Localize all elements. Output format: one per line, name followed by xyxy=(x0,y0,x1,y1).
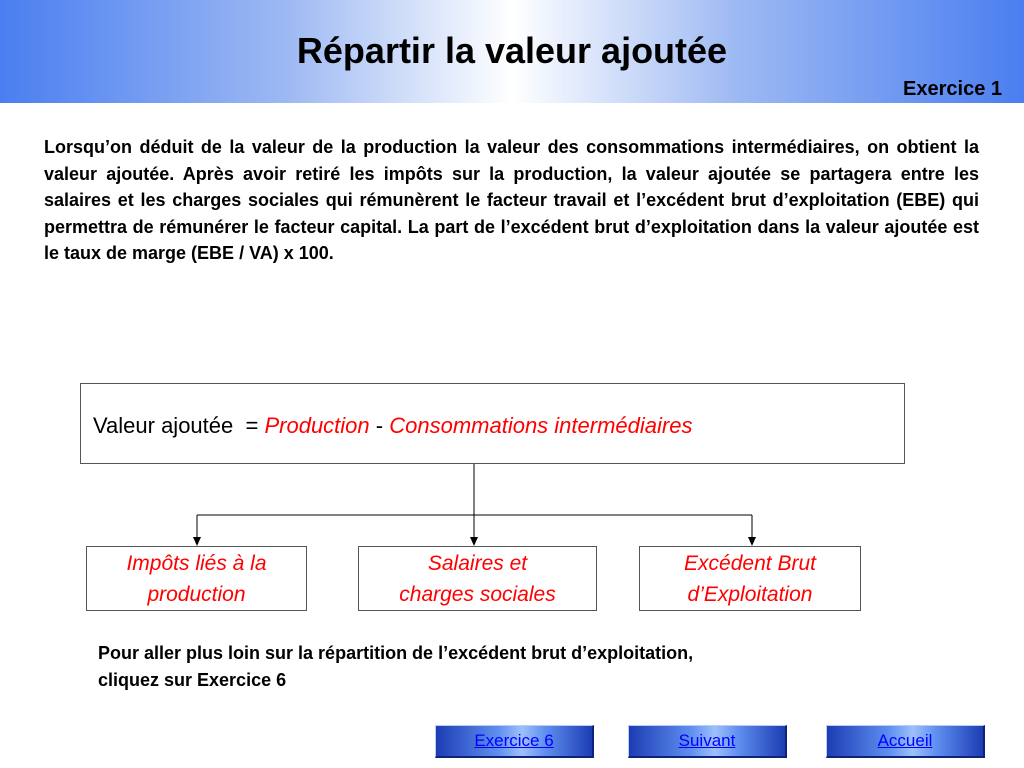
formula-term-production: Production xyxy=(264,413,370,438)
arrow-head-left xyxy=(193,537,201,546)
note-line1: Pour aller plus loin sur la répartition de l’excédent brut d’exploitation, xyxy=(98,643,694,663)
box-wages-line2: charges sociales xyxy=(399,582,556,606)
home-button[interactable]: Accueil xyxy=(826,725,985,758)
page-title: Répartir la valeur ajoutée xyxy=(296,30,728,71)
box-ebe-line2: d’Exploitation xyxy=(687,582,813,606)
arrow-head-center xyxy=(470,537,478,546)
box-ebe xyxy=(639,546,861,611)
box-taxes-line2: production xyxy=(147,582,246,606)
box-wages-line1: Salaires et xyxy=(427,551,528,575)
formula-term-consumption: Consommations intermédiaires xyxy=(389,413,693,438)
formula-equals: = xyxy=(245,413,259,438)
box-taxes xyxy=(86,546,307,611)
box-wages xyxy=(358,546,597,611)
exercise-label: Exercice 1 xyxy=(903,78,1002,100)
next-button[interactable]: Suivant xyxy=(628,725,787,758)
formula-minus: - xyxy=(375,413,384,438)
note-paragraph xyxy=(98,640,898,694)
exercise6-button[interactable]: Exercice 6 xyxy=(435,725,594,758)
box-ebe-line1: Excédent Brut xyxy=(684,551,816,575)
box-taxes-line1: Impôts liés à la xyxy=(126,551,267,575)
arrow-head-right xyxy=(748,537,756,546)
note-line2: cliquez sur Exercice 6 xyxy=(98,670,287,690)
formula-lhs: Valeur ajoutée xyxy=(93,413,234,438)
intro-paragraph: Lorsqu’on déduit de la valeur de la production la valeur des consommations intermédiaires, on obtient la valeur ajoutée. Après avoir retiré les impôts sur la production, la valeur ajoutée se partagera entre les salaires et les charges sociales qui rémunèrent le facteur travail et l’excédent brut d’exploitation (EBE) qui permettra de rémunérer le facteur capital. La part de l’excédent brut d’exploitation dans la valeur ajoutée est le taux de marge (EBE / VA) x 100. xyxy=(44,137,979,263)
